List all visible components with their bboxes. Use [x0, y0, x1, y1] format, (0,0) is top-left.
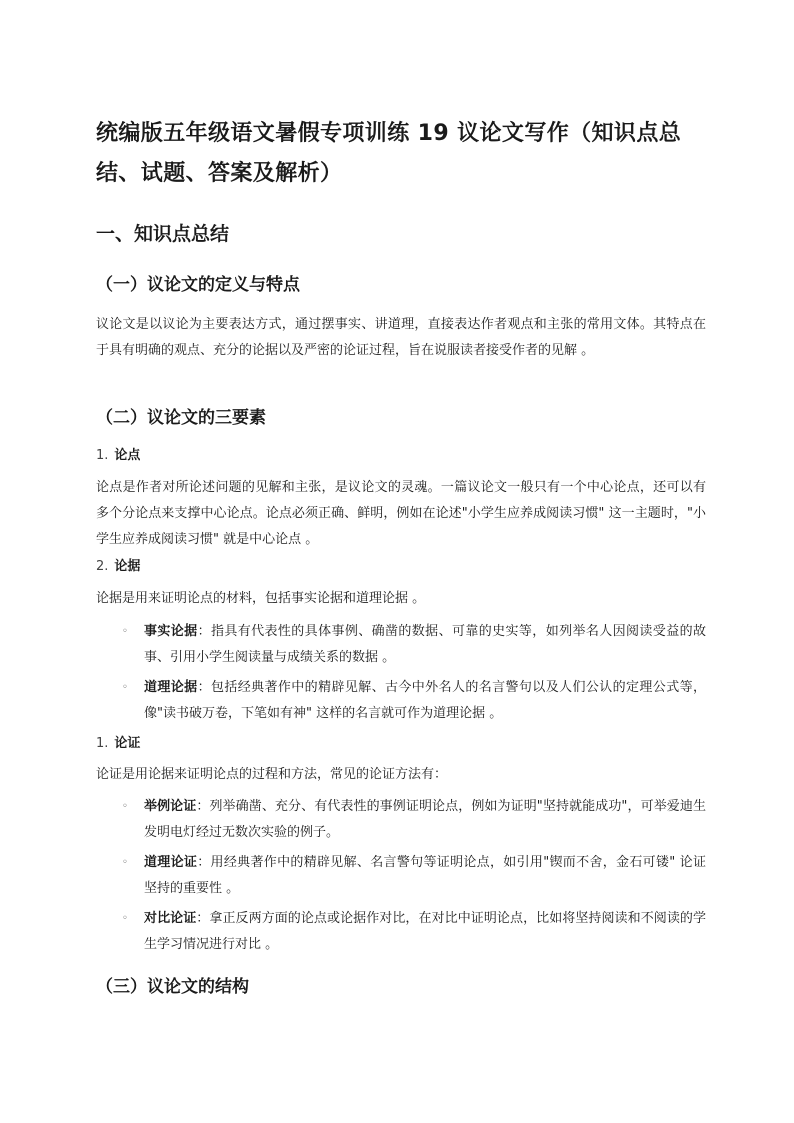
bullet-marker: ◦ [122, 801, 128, 812]
bullet-term: 道理论据 [144, 680, 198, 695]
bullet-marker: ◦ [122, 626, 128, 637]
item-number: 2. [96, 559, 109, 574]
subsection-heading-structure: （三）议论文的结构 [96, 977, 249, 997]
bullet-text: ：包括经典著作中的精辟见解、古今中外名人的名言警句以及人们公认的定理公式等，像"读书破万卷，下笔如有神" 这样的名言就可作为道理论据 。 [144, 680, 706, 721]
list-item-contrast-argument [122, 906, 706, 958]
item-label: 论点 [114, 448, 141, 463]
bullet-marker: ◦ [122, 857, 128, 868]
document-title: 统编版五年级语文暑假专项训练 19 议论文写作（知识点总结、试题、答案及解析） [96, 121, 682, 186]
paragraph-argument: 论点是作者对所论述问题的见解和主张，是议论文的灵魂。一篇议论文一般只有一个中心论点，还可以有多个分论点来支撑中心论点。论点必须正确、鲜明，例如在论述"小学生应养成阅读习惯" 这一主题时，"小学生应养成阅读习惯" 就是中心论点 。 [96, 480, 706, 547]
bullet-term: 事实论据 [144, 624, 198, 639]
item-number: 1. [96, 736, 109, 751]
numbered-item-argument [96, 446, 140, 466]
section-heading-knowledge-summary: 一、知识点总结 [96, 223, 230, 245]
bullet-term: 举例论证 [144, 799, 197, 814]
item-label: 论证 [114, 736, 141, 751]
item-number: 1. [96, 448, 109, 463]
bullet-term: 对比论证 [144, 911, 197, 926]
numbered-item-reasoning [96, 734, 140, 754]
bullet-text: ：用经典著作中的精辟见解、名言警句等证明论点，如引用"锲而不舍，金石可镂" 论证坚持的重要性 。 [144, 855, 706, 896]
list-item-reason-argument [122, 850, 706, 902]
paragraph-evidence: 论据是用来证明论点的材料，包括事实论据和道理论据 。 [96, 591, 426, 606]
bullet-term: 道理论证 [144, 855, 198, 870]
item-label: 论据 [114, 559, 141, 574]
bullet-text: ：列举确凿、充分、有代表性的事例证明论点，例如为证明"坚持就能成功"，可举爱迪生发明电灯经过无数次实验的例子。 [144, 799, 706, 840]
list-item-example-argument [122, 794, 706, 846]
bullet-text: ：指具有代表性的具体事例、确凿的数据、可靠的史实等，如列举名人因阅读受益的故事、引用小学生阅读量与成绩关系的数据 。 [144, 624, 706, 665]
subsection-heading-definition: （一）议论文的定义与特点 [96, 275, 300, 295]
list-item-fact-evidence [122, 619, 706, 671]
subsection-heading-three-elements: （二）议论文的三要素 [96, 408, 266, 428]
bullet-text: ：拿正反两方面的论点或论据作对比，在对比中证明论点，比如将坚持阅读和不阅读的学生学习情况进行对比 。 [144, 911, 706, 952]
paragraph-reasoning: 论证是用论据来证明论点的过程和方法，常见的论证方法有： [96, 767, 448, 782]
numbered-item-evidence [96, 557, 140, 577]
list-item-reason-evidence [122, 675, 706, 727]
bullet-marker: ◦ [122, 682, 128, 693]
paragraph-definition: 议论文是以议论为主要表达方式，通过摆事实、讲道理，直接表达作者观点和主张的常用文体。其特点在于具有明确的观点、充分的论据以及严密的论证过程，旨在说服读者接受作者的见解 。 [96, 317, 706, 358]
bullet-marker: ◦ [122, 913, 128, 924]
